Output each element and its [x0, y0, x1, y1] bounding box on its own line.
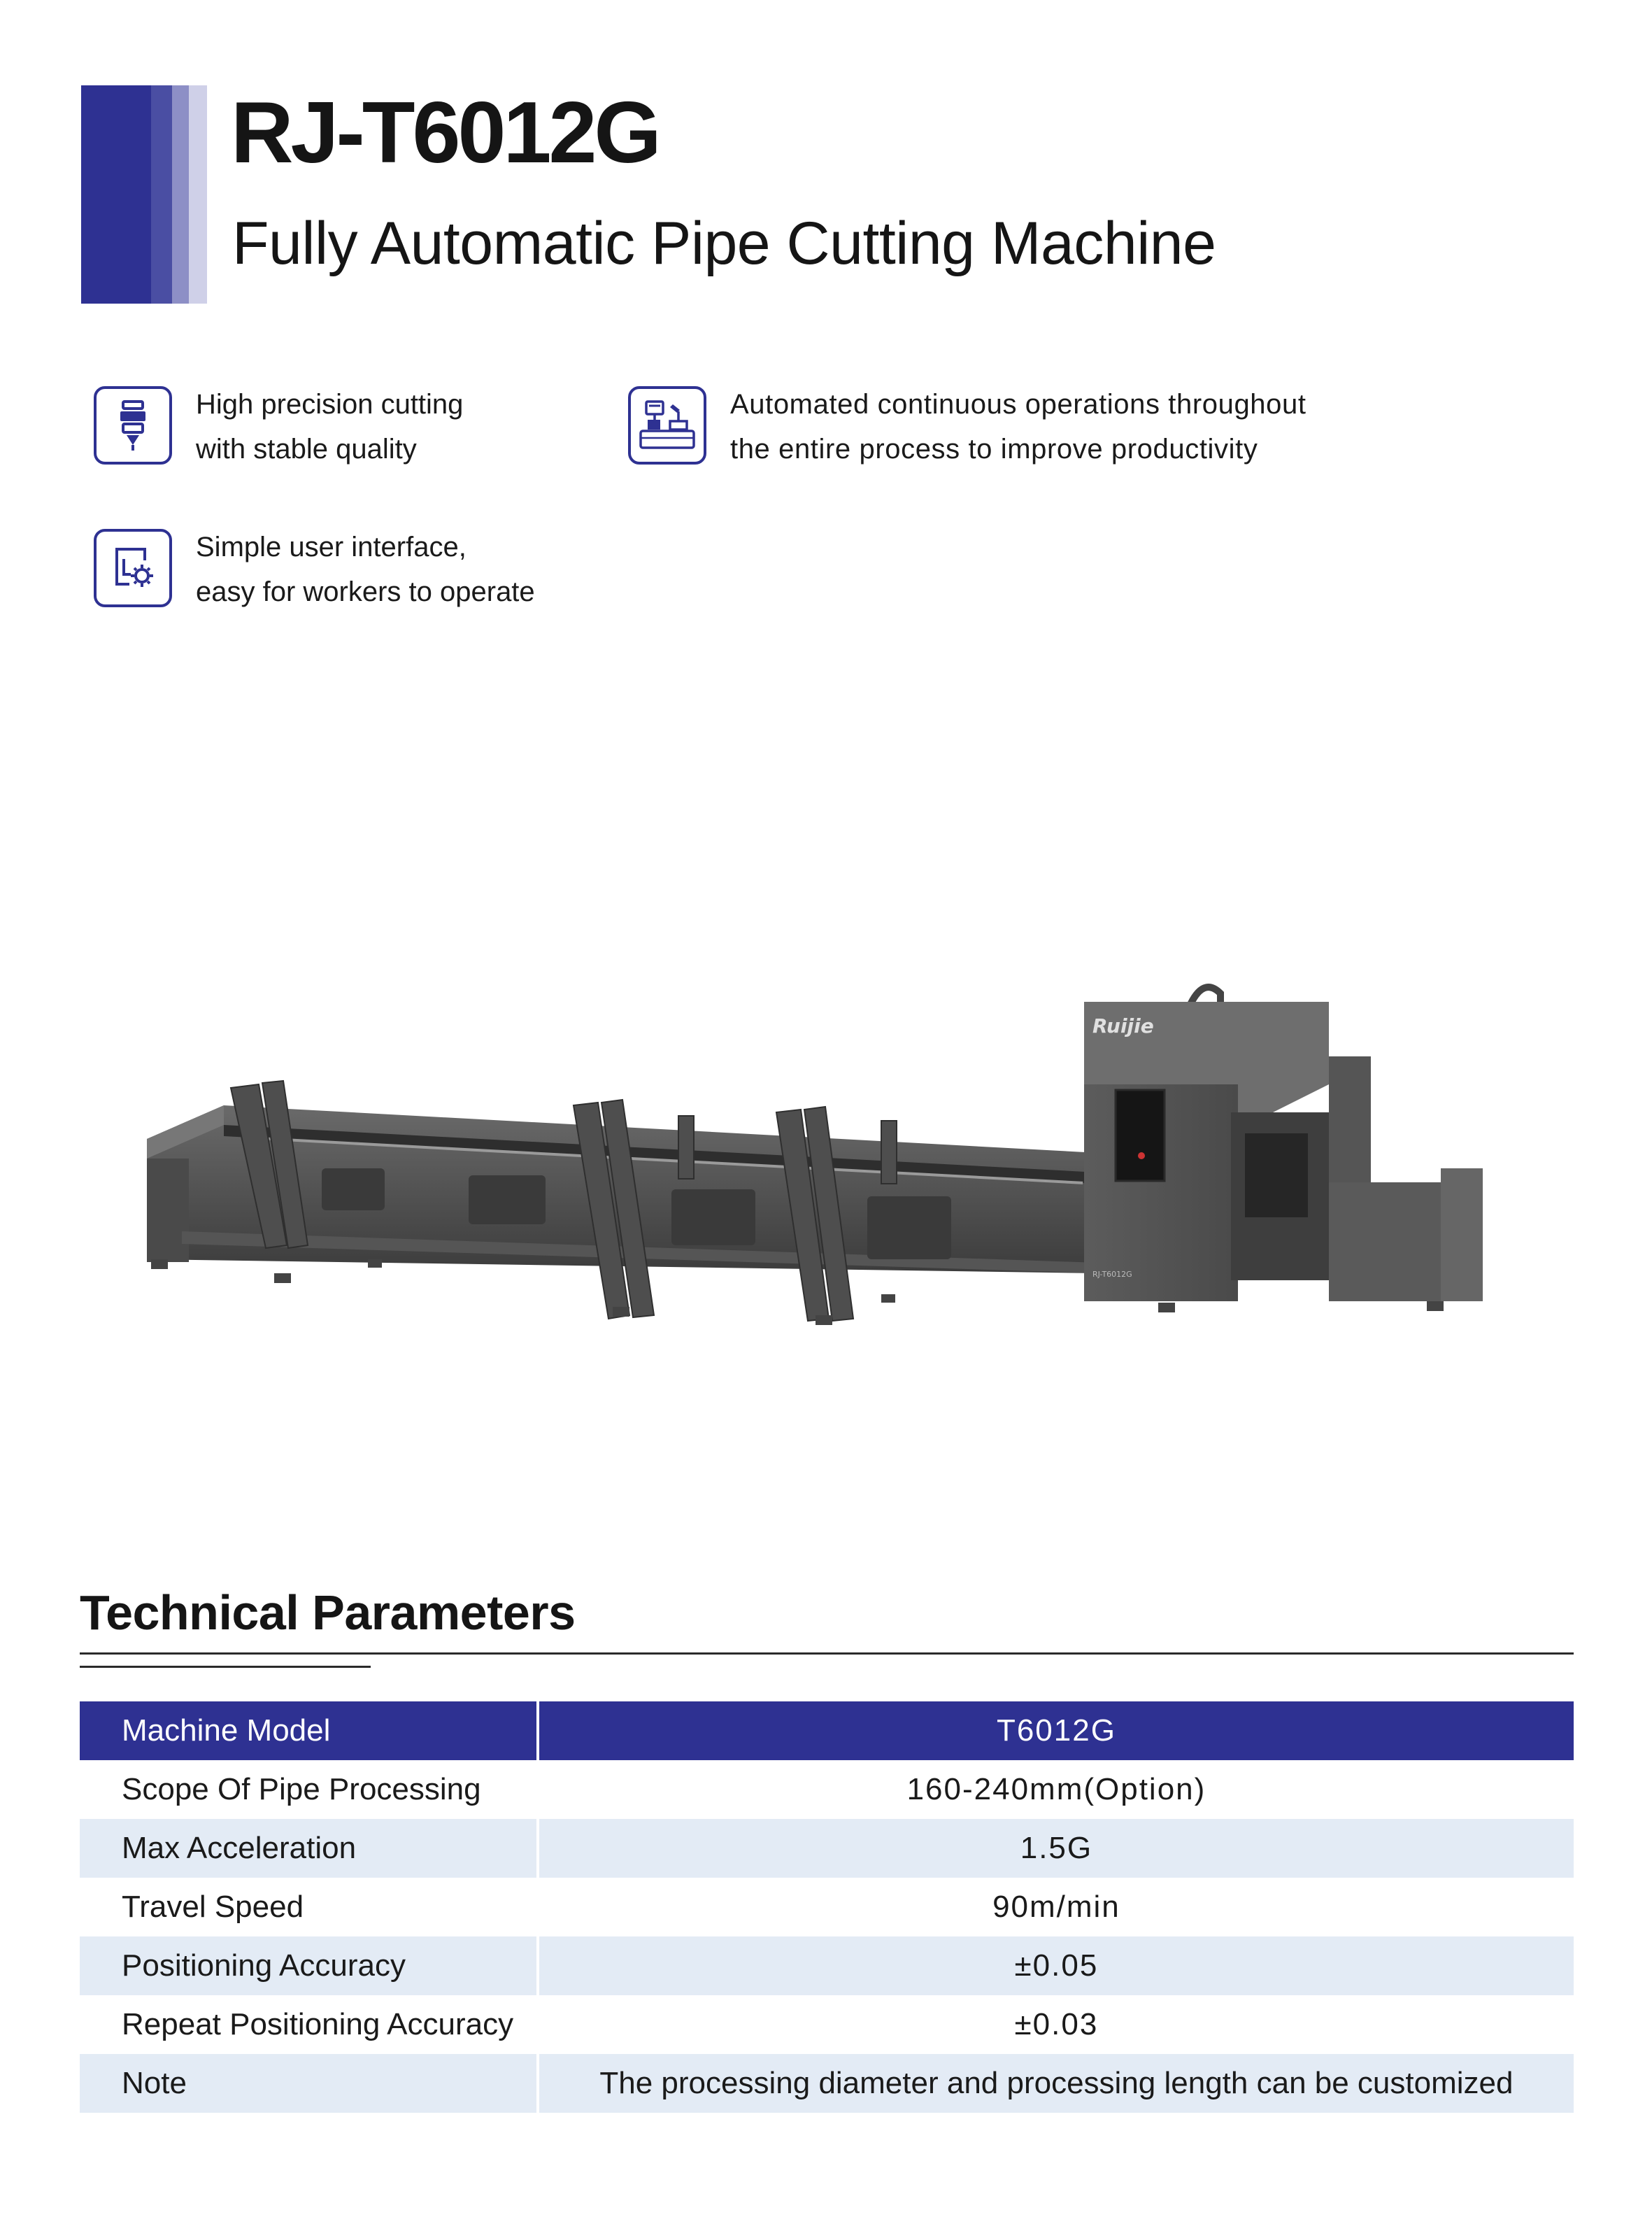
feature-line: easy for workers to operate — [196, 576, 535, 607]
brand-bar-light — [172, 85, 189, 304]
param-label: Note — [80, 2054, 536, 2113]
feature-line: Automated continuous operations throughout — [730, 389, 1306, 420]
table-row — [80, 1819, 1574, 1878]
param-label: Positioning Accuracy — [80, 1936, 536, 1995]
brand-bar-pale — [189, 85, 207, 304]
param-value: ±0.03 — [1014, 2007, 1099, 2041]
param-value: The processing diameter and processing length can be customized — [539, 2054, 1574, 2113]
param-label: Max Acceleration — [80, 1819, 536, 1878]
param-value: 1.5G — [539, 1819, 1574, 1878]
param-value: 90m/min — [992, 1890, 1120, 1924]
table-row — [80, 1936, 1574, 1995]
machine-brand-label: Ruijie — [1092, 1014, 1154, 1037]
machine-plate-label: RJ-T6012G — [1092, 1270, 1132, 1279]
table-row — [80, 1878, 1574, 1936]
feature-automation — [628, 386, 1306, 472]
param-value: ±0.05 — [539, 1936, 1574, 1995]
param-label: Repeat Positioning Accuracy — [122, 2007, 514, 2041]
brand-bar-medium — [151, 85, 172, 304]
feature-line: with stable quality — [196, 434, 417, 465]
param-label: Travel Speed — [122, 1890, 304, 1924]
table-row — [80, 1995, 1574, 2054]
table-header-row — [80, 1701, 1574, 1760]
feature-line: the entire process to improve productivity — [730, 434, 1258, 465]
feature-text — [196, 382, 463, 472]
brand-bars — [81, 85, 207, 304]
section-divider-accent — [80, 1666, 371, 1668]
param-value: T6012G — [539, 1701, 1574, 1760]
cutting-head-icon — [94, 386, 172, 465]
feature-text — [730, 382, 1306, 472]
table-row — [80, 2054, 1574, 2113]
model-title: RJ-T6012G — [231, 85, 659, 181]
settings-screen-icon — [94, 529, 172, 607]
param-value: 160-240mm(Option) — [906, 1772, 1206, 1806]
section-divider — [80, 1652, 1574, 1655]
section-title: Technical Parameters — [80, 1585, 576, 1640]
product-subtitle: Fully Automatic Pipe Cutting Machine — [232, 210, 1216, 277]
automation-line-icon — [628, 386, 706, 465]
feature-line: Simple user interface, — [196, 532, 467, 562]
feature-line: High precision cutting — [196, 389, 464, 420]
feature-text — [196, 525, 535, 614]
param-label: Machine Model — [80, 1701, 536, 1760]
feature-precision — [94, 386, 463, 472]
parameters-table — [80, 1701, 1574, 2113]
feature-interface — [94, 529, 535, 614]
machine-image — [140, 965, 1490, 1357]
brand-bar-dark — [81, 85, 151, 304]
param-label: Scope Of Pipe Processing — [122, 1772, 481, 1806]
table-row — [80, 1760, 1574, 1819]
